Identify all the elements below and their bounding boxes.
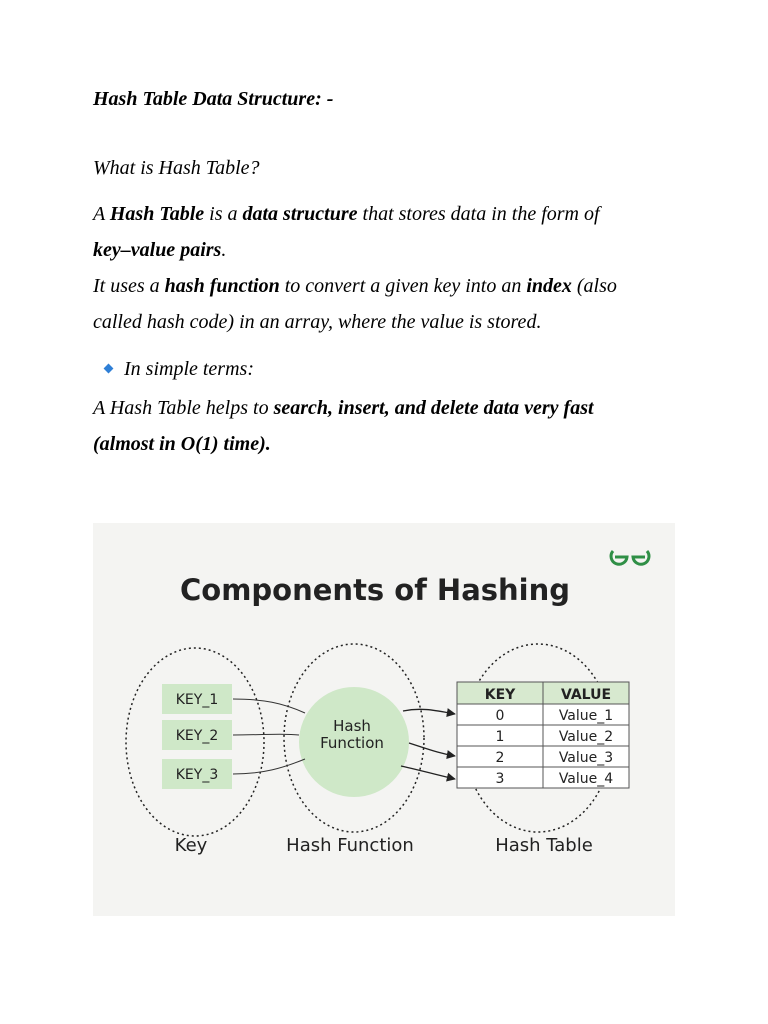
bold-term-hash-table: Hash Table (109, 203, 205, 225)
definition-line-2 (93, 239, 226, 262)
hashing-diagram (93, 523, 675, 916)
connector-key3 (233, 759, 305, 774)
bold-term-data-structure: data structure (242, 203, 358, 225)
bold-term-operations: search, insert, and delete data very fast (273, 397, 594, 419)
arrow-to-row-2 (409, 743, 455, 756)
text-run: It uses a (93, 275, 165, 297)
connector-key1 (233, 699, 305, 713)
figure-title: Components of Hashing (180, 573, 571, 607)
bold-term-key-value: key–value pairs (93, 239, 222, 261)
hash-function-label-line2: Function (320, 734, 384, 752)
table-row-1-key: 1 (495, 729, 505, 745)
arrow-to-row-0 (403, 709, 455, 714)
text-run: is a (204, 203, 243, 225)
text-run: . (221, 239, 227, 261)
caption-hash-table: Hash Table (495, 835, 593, 856)
hash-function-line-1 (93, 275, 617, 298)
diamond-bullet-icon (104, 364, 114, 374)
caption-hash-function: Hash Function (286, 835, 414, 856)
summary-line-1 (93, 397, 594, 420)
key-label-3: KEY_3 (175, 767, 219, 783)
table-row-3-value: Value_4 (558, 771, 614, 787)
table-row-2-value: Value_3 (558, 750, 614, 766)
bold-term-hash-function: hash function (164, 275, 280, 297)
table-row-3-key: 3 (495, 771, 505, 787)
key-label-2: KEY_2 (175, 728, 219, 744)
table-row-1-value: Value_2 (558, 729, 614, 745)
table-row-2-key: 2 (495, 750, 505, 766)
text-run: A Hash Table helps to (93, 397, 274, 419)
bullet-item (105, 358, 254, 381)
text-run: A (93, 203, 110, 225)
text-run: (also (571, 275, 617, 297)
page-heading: Hash Table Data Structure: - (93, 88, 334, 110)
table-header-key: KEY (484, 687, 516, 703)
text-run: to convert a given key into an (279, 275, 527, 297)
table-row-0-key: 0 (495, 708, 505, 724)
connector-key2 (233, 734, 299, 735)
bullet-text: In simple terms: (124, 358, 254, 380)
components-of-hashing-figure (93, 523, 675, 916)
hash-function-line-2: called hash code) in an array, where the value is stored. (93, 311, 542, 333)
table-header-value: VALUE (560, 687, 612, 703)
hash-function-label-line1: Hash (333, 717, 371, 735)
key-label-1: KEY_1 (175, 692, 219, 708)
bold-term-index: index (526, 275, 572, 297)
text-run: that stores data in the form of (357, 203, 600, 225)
question-heading: What is Hash Table? (93, 157, 260, 179)
table-row-0-value: Value_1 (558, 708, 614, 724)
summary-line-2: (almost in O(1) time). (93, 433, 271, 455)
definition-line-1 (93, 203, 600, 226)
caption-key: Key (174, 835, 208, 856)
geeksforgeeks-logo-icon (611, 551, 649, 564)
arrow-to-row-3 (401, 766, 455, 779)
